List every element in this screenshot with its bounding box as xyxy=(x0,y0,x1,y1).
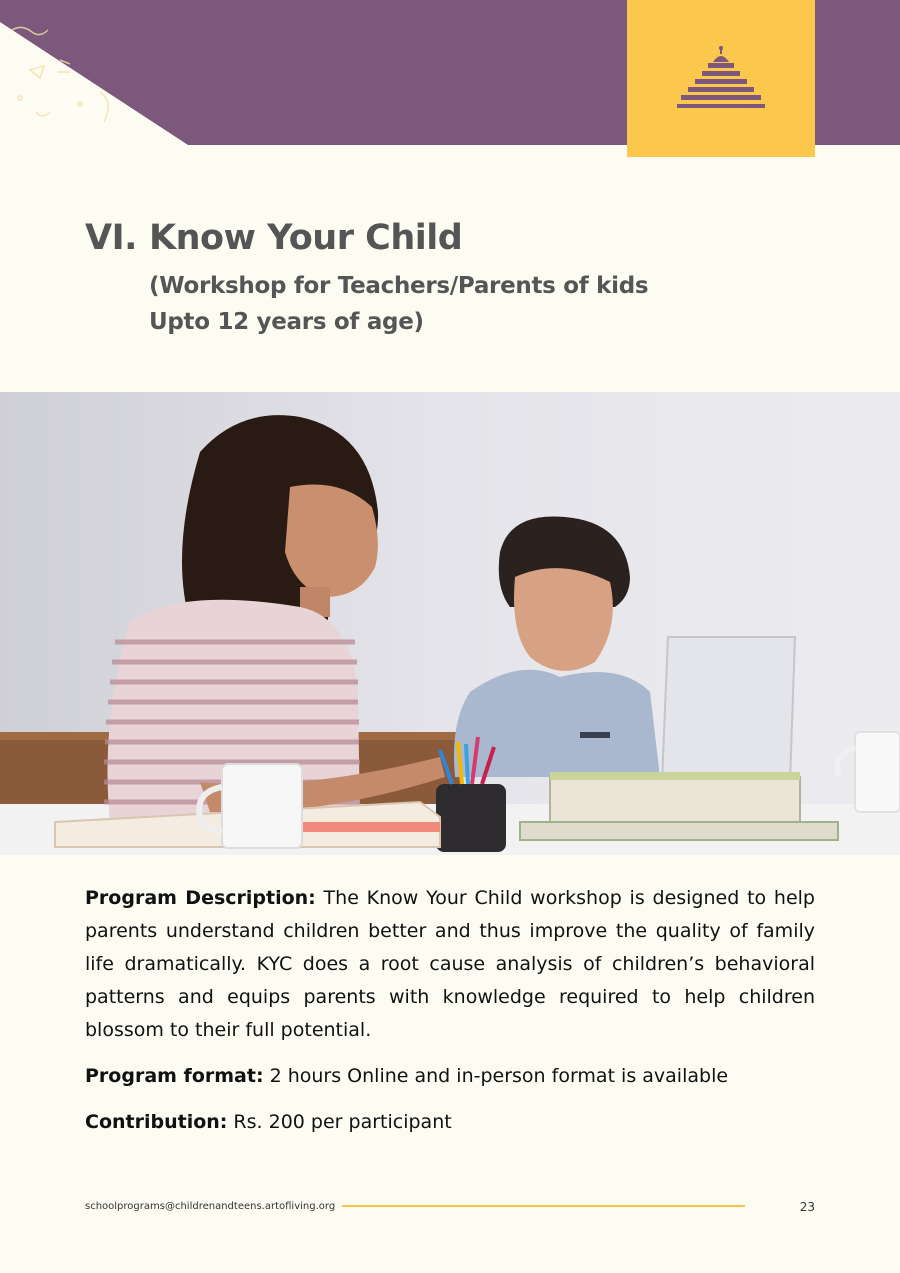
footer-divider xyxy=(342,1205,745,1207)
page-title xyxy=(85,218,845,258)
program-format xyxy=(85,1060,815,1093)
mother-and-son-at-laptop-photo xyxy=(0,392,900,855)
page-subtitle xyxy=(149,268,845,340)
program-details xyxy=(85,882,815,1139)
title-block xyxy=(85,218,845,340)
page-number: 23 xyxy=(799,1200,815,1214)
program-description xyxy=(85,882,815,1047)
subtitle-line-2: Upto 12 years of age) xyxy=(149,309,424,335)
contribution-label: Contribution: xyxy=(85,1111,228,1133)
contribution-text: Rs. 200 per participant xyxy=(227,1111,452,1133)
format-text: 2 hours Online and in-person format is available xyxy=(263,1065,729,1087)
section-numeral: VI. xyxy=(85,218,137,258)
program-contribution xyxy=(85,1106,815,1139)
logo-box xyxy=(627,0,815,157)
description-text: The Know Your Child workshop is designed to help parents understand children better and thus improve the quality of family life dramatically. KYC does a root cause analysis of children’s behavioral patterns and equips parents with knowledge required to help children blossom to their full potential. xyxy=(85,887,815,1041)
page-footer xyxy=(85,1198,815,1218)
temple-pyramid-icon xyxy=(675,42,767,116)
format-label: Program format: xyxy=(85,1065,264,1087)
description-label: Program Description: xyxy=(85,887,316,909)
title-text: Know Your Child xyxy=(149,218,463,258)
subtitle-line-1: (Workshop for Teachers/Parents of kids xyxy=(149,273,649,299)
footer-email: schoolprograms@childrenandteens.artofliving.org xyxy=(85,1201,336,1212)
